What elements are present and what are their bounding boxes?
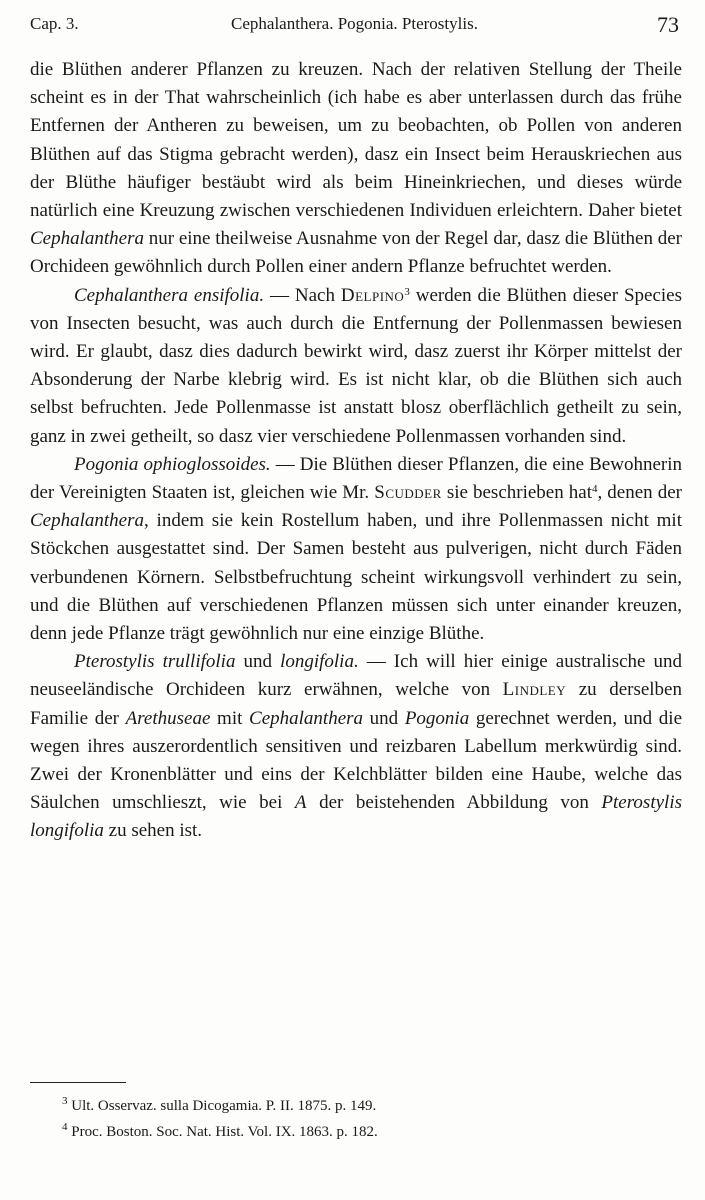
footnote-3: $^3$ Ult. Osservaz. sulla Dicogamia. P. II. 1875. p. 149. bbox=[62, 1095, 377, 1114]
author-name: Lindley bbox=[502, 679, 567, 701]
footnote-ref: 4 bbox=[592, 483, 598, 496]
main-text bbox=[30, 56, 682, 846]
author-name: Scudder bbox=[374, 482, 442, 504]
footnote-4: $^4$ Proc. Boston. Soc. Nat. Hist. Vol. IX. 1863. p. 182. bbox=[62, 1121, 378, 1140]
running-header bbox=[30, 12, 679, 40]
footnote-divider bbox=[30, 1082, 126, 1083]
chapter-label: Cap. 3. bbox=[30, 14, 79, 33]
running-title: Cephalanthera. Pogonia. Pterostylis. bbox=[231, 14, 478, 33]
footnote-mark: 4 bbox=[62, 1121, 68, 1133]
paragraph-pogonia: Pogonia ophioglossoides. — Die Blüthen dieser Pflanzen, die eine Bewohnerin der Vereinigten Staaten ist, gleichen wie Mr. Scudder sie beschrieben hat$^4$, denen der Cephalanthera, indem sie kein Rostellum haben, und ihre Pollenmassen nicht mit Stöckchen ausgestattet sind. Der Samen besteht aus pulverigen, nicht durch Fäden verbundenen Körnern. Selbstbefruchtung scheint wirkungsvoll verhindert zu sein, und die Blüthen auf verschiedenen Pflanzen müssen sich unter einander kreuzen, denn jede Pflanze trägt gewöhnlich nur eine einzige Blüthe. bbox=[30, 453, 682, 645]
author-name: Delpino bbox=[340, 284, 405, 306]
taxon-heading: Cephalanthera ensifolia. bbox=[74, 284, 265, 306]
paragraph-1: die Blüthen anderer Pflanzen zu kreuzen. Nach der relativen Stellung der Theile scheint es in der That wahrscheinlich (ich habe es aber unterlassen durch das frühe Entfernen der Antheren zu beweisen, um zu beobachten, ob Pollen von anderen Blüthen auf das Stigma gebracht werden), dasz ein Insect beim Herauskriechen aus der Blüthe häufiger bestäubt wird als beim Hineinkriechen, und dieses würde natürlich eine Kreuzung zwischen verschiedenen Individuen erleichtern. Daher bietet Cephalanthera nur eine theilweise Ausnahme von der Regel dar, dasz die Blüthen der Orchideen gewöhnlich durch Pollen einer andern Pflanze befruchtet werden. bbox=[30, 59, 683, 278]
taxon-heading: Pogonia ophioglossoides. bbox=[74, 453, 271, 475]
paragraph-cephalanthera-ensifolia: Cephalanthera ensifolia. — Nach Delpino$^3$ werden die Blüthen dieser Species von Insecten besucht, was auch durch die Entfernung der Pollenmassen bewiesen wird. Er glaubt, dasz dies dadurch bewirkt wird, dasz zuerst ihr Körper mittelst der Absonderung der Narbe klebrig wird. Es ist nicht klar, ob die Blüthen sich auch selbst befruchten. Jede Pollenmasse ist anstatt blosz oberflächlich getheilt zu sein, ganz in zwei getheilt, so dasz vier verschiedene Pollenmassen vorhanden sind. bbox=[30, 284, 683, 447]
footnote-mark: 3 bbox=[62, 1095, 68, 1107]
taxon-name: Cephalanthera bbox=[30, 228, 144, 250]
paragraph-pterostylis: Pterostylis trullifolia und longifolia. — Ich will hier einige australische und neuseeländische Orchideen kurz erwähnen, welche von Lindley zu derselben Familie der Arethuseae mit Cephalanthera und Pogonia gerechnet werden, und die wegen ihres auszerordentlich sensitiven und reizbaren Labellum merkwürdig sind. Zwei der Kronenblätter und eins der Kelchblätter bilden eine Haube, welche das Säulchen umschlieszt, wie bei A der beistehenden Abbildung von Pterostylis longifolia zu sehen ist. bbox=[30, 651, 683, 842]
page-number: 73 bbox=[657, 12, 679, 37]
footnote-ref: 3 bbox=[404, 285, 410, 298]
taxon-heading: Pterostylis trullifolia bbox=[74, 651, 236, 673]
